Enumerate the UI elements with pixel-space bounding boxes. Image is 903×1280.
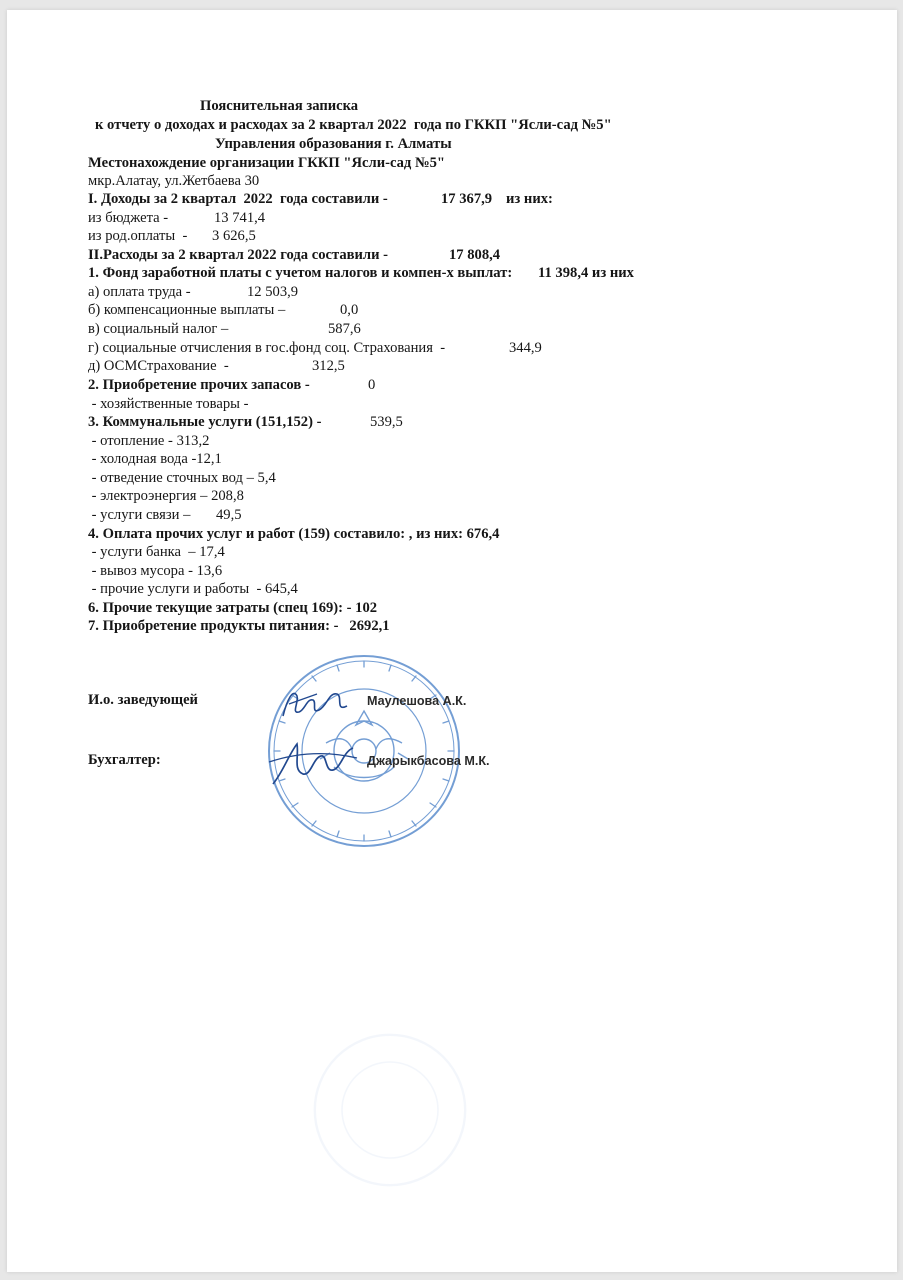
payroll-item-value: 12 503,9 bbox=[247, 284, 299, 300]
income-budget-label: из бюджета - bbox=[88, 210, 169, 226]
payroll-value: 11 398,4 из них bbox=[538, 265, 634, 281]
bleed-through-stamp bbox=[310, 1030, 470, 1190]
utilities-label: 3. Коммунальные услуги (151,152) - bbox=[88, 414, 322, 430]
utilities-comms-label: - услуги связи – bbox=[88, 507, 191, 523]
doc-title: Пояснительная записка bbox=[200, 98, 359, 114]
org-location-label: Местонахождение организации ГККП "Ясли-сад №5" bbox=[88, 155, 446, 171]
accountant-name: Джарыкбасова М.К. bbox=[367, 754, 490, 768]
accountant-signature bbox=[263, 732, 363, 792]
supplies-value: 0 bbox=[368, 377, 376, 393]
income-total: 17 367,9 bbox=[441, 191, 493, 207]
other-services-item: - прочие услуги и работы - 645,4 bbox=[88, 581, 298, 597]
doc-department: Управления образования г. Алматы bbox=[215, 136, 452, 152]
expenses-label: II.Расходы за 2 квартал 2022 года составили - bbox=[88, 247, 389, 263]
payroll-item-label: г) социальные отчисления в гос.фонд соц. Страхования - bbox=[88, 340, 446, 356]
payroll-item-label: в) социальный налог – bbox=[88, 321, 229, 337]
utilities-item: - электроэнергия – 208,8 bbox=[88, 488, 244, 504]
income-budget-value: 13 741,4 bbox=[214, 210, 266, 226]
head-position-label: И.о. заведующей bbox=[88, 692, 198, 708]
utilities-item: - отведение сточных вод – 5,4 bbox=[88, 470, 276, 486]
utilities-comms-value: 49,5 bbox=[216, 507, 242, 523]
payroll-item-label: д) ОСМСтрахование - bbox=[88, 358, 229, 374]
food-purchases: 7. Приобретение продукты питания: - 2692,1 bbox=[88, 618, 390, 634]
payroll-label: 1. Фонд заработной платы с учетом налогов и компен-х выплат: bbox=[88, 265, 513, 281]
expenses-total: 17 808,4 bbox=[449, 247, 501, 263]
income-label: I. Доходы за 2 квартал 2022 года составили - bbox=[88, 191, 388, 207]
payroll-item-value: 587,6 bbox=[328, 321, 361, 337]
payroll-item-value: 312,5 bbox=[312, 358, 345, 374]
other-services-label: 4. Оплата прочих услуг и работ (159) составило: , из них: 676,4 bbox=[88, 526, 500, 542]
current-costs: 6. Прочие текущие затраты (спец 169): - 102 bbox=[88, 600, 378, 616]
document-page bbox=[7, 10, 897, 1272]
supplies-label: 2. Приобретение прочих запасов - bbox=[88, 377, 310, 393]
utilities-item: - отопление - 313,2 bbox=[88, 433, 210, 449]
other-services-item: - вывоз мусора - 13,6 bbox=[88, 563, 223, 579]
income-suffix: из них: bbox=[506, 191, 553, 207]
doc-subtitle: к отчету о доходах и расходах за 2 квартал 2022 года по ГККП "Ясли-сад №5" bbox=[95, 117, 612, 133]
payroll-item-label: б) компенсационные выплаты – bbox=[88, 302, 286, 318]
head-signature bbox=[275, 682, 355, 730]
payroll-item-label: а) оплата труда - bbox=[88, 284, 191, 300]
other-services-item: - услуги банка – 17,4 bbox=[88, 544, 225, 560]
income-parent-fees-label: из род.оплаты - bbox=[88, 228, 188, 244]
accountant-position-label: Бухгалтер: bbox=[88, 752, 161, 768]
supplies-item: - хозяйственные товары - bbox=[88, 396, 249, 412]
payroll-item-value: 344,9 bbox=[509, 340, 542, 356]
payroll-item-value: 0,0 bbox=[340, 302, 359, 318]
income-parent-fees-value: 3 626,5 bbox=[212, 228, 256, 244]
utilities-value: 539,5 bbox=[370, 414, 403, 430]
head-name: Маулешова А.К. bbox=[367, 694, 467, 708]
org-address: мкр.Алатау, ул.Жетбаева 30 bbox=[88, 173, 260, 189]
utilities-item: - холодная вода -12,1 bbox=[88, 451, 222, 467]
